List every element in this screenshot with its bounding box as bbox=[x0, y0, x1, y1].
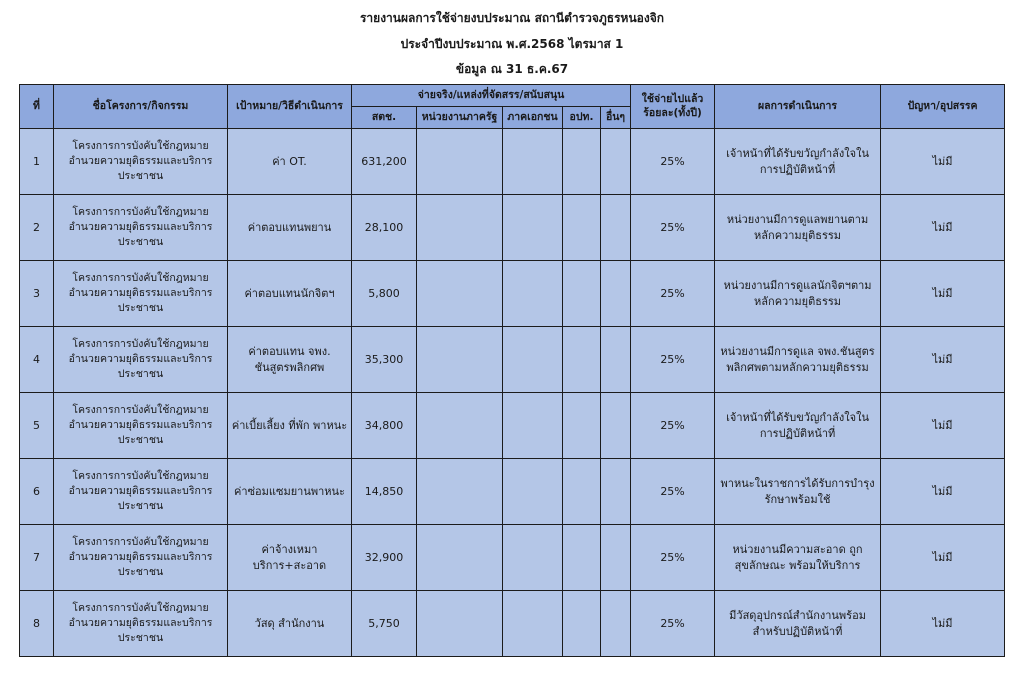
cell-no: 2 bbox=[20, 195, 54, 261]
cell-opt bbox=[563, 261, 601, 327]
cell-project: โครงการการบังคับใช้กฎหมาย อำนวยความยุติธรรมและบริการประชาชน bbox=[54, 129, 228, 195]
cell-result: หน่วยงานมีการดูแลนักจิตฯตามหลักความยุติธรรม bbox=[715, 261, 881, 327]
cell-other bbox=[601, 261, 631, 327]
cell-other bbox=[601, 459, 631, 525]
cell-private bbox=[503, 591, 563, 657]
header-private: ภาคเอกชน bbox=[503, 107, 563, 129]
table-row bbox=[20, 591, 1005, 657]
cell-percent: 25% bbox=[631, 459, 715, 525]
cell-project: โครงการการบังคับใช้กฎหมาย อำนวยความยุติธรรมและบริการประชาชน bbox=[54, 591, 228, 657]
header-target: เป้าหมาย/วิธีดำเนินการ bbox=[228, 85, 352, 129]
report-subtitle-fiscal-year: ประจำปีงบประมาณ พ.ศ.2568 ไตรมาส 1 bbox=[400, 37, 624, 51]
table-row bbox=[20, 525, 1005, 591]
cell-target: ค่าตอบแทน จพง. ชันสูตรพลิกศพ bbox=[228, 327, 352, 393]
cell-percent: 25% bbox=[631, 591, 715, 657]
cell-opt bbox=[563, 129, 601, 195]
cell-project: โครงการการบังคับใช้กฎหมาย อำนวยความยุติธรรมและบริการประชาชน bbox=[54, 459, 228, 525]
table-row bbox=[20, 195, 1005, 261]
table-row bbox=[20, 393, 1005, 459]
cell-stch: 5,800 bbox=[352, 261, 417, 327]
cell-problem: ไม่มี bbox=[881, 261, 1005, 327]
cell-target: ค่าตอบแทนนักจิตฯ bbox=[228, 261, 352, 327]
header-problem: ปัญหา/อุปสรรค bbox=[881, 85, 1005, 129]
cell-other bbox=[601, 525, 631, 591]
cell-project: โครงการการบังคับใช้กฎหมาย อำนวยความยุติธรรมและบริการประชาชน bbox=[54, 393, 228, 459]
header-project: ชื่อโครงการ/กิจกรรม bbox=[54, 85, 228, 129]
cell-other bbox=[601, 393, 631, 459]
cell-no: 1 bbox=[20, 129, 54, 195]
report-data-date: ข้อมูล ณ 31 ธ.ค.67 bbox=[455, 62, 569, 76]
cell-target: ค่าจ้างเหมา บริการ+สะอาด bbox=[228, 525, 352, 591]
cell-stch: 631,200 bbox=[352, 129, 417, 195]
cell-project: โครงการการบังคับใช้กฎหมาย อำนวยความยุติธรรมและบริการประชาชน bbox=[54, 195, 228, 261]
header-funding-group: จ่ายจริง/แหล่งที่จัดสรร/สนับสนุน bbox=[352, 85, 631, 107]
cell-private bbox=[503, 393, 563, 459]
cell-project: โครงการการบังคับใช้กฎหมาย อำนวยความยุติธรรมและบริการประชาชน bbox=[54, 525, 228, 591]
cell-no: 6 bbox=[20, 459, 54, 525]
table-row bbox=[20, 459, 1005, 525]
cell-opt bbox=[563, 327, 601, 393]
cell-agency bbox=[417, 261, 503, 327]
table-row bbox=[20, 327, 1005, 393]
cell-agency bbox=[417, 195, 503, 261]
cell-stch: 32,900 bbox=[352, 525, 417, 591]
cell-problem: ไม่มี bbox=[881, 591, 1005, 657]
cell-opt bbox=[563, 459, 601, 525]
cell-problem: ไม่มี bbox=[881, 393, 1005, 459]
cell-no: 3 bbox=[20, 261, 54, 327]
cell-result: มีวัสดุอุปกรณ์สำนักงานพร้อมสำหรับปฏิบัติหน้าที่ bbox=[715, 591, 881, 657]
cell-private bbox=[503, 327, 563, 393]
cell-private bbox=[503, 459, 563, 525]
header-spent-percent bbox=[631, 85, 715, 129]
cell-opt bbox=[563, 393, 601, 459]
header-opt: อปท. bbox=[563, 107, 601, 129]
cell-other bbox=[601, 129, 631, 195]
cell-other bbox=[601, 591, 631, 657]
cell-percent: 25% bbox=[631, 393, 715, 459]
cell-no: 5 bbox=[20, 393, 54, 459]
cell-problem: ไม่มี bbox=[881, 525, 1005, 591]
header-spent-line2: ร้อยละ(ทั้งปี) bbox=[643, 106, 702, 119]
cell-project: โครงการการบังคับใช้กฎหมาย อำนวยความยุติธรรมและบริการประชาชน bbox=[54, 327, 228, 393]
cell-private bbox=[503, 129, 563, 195]
cell-agency bbox=[417, 459, 503, 525]
cell-stch: 28,100 bbox=[352, 195, 417, 261]
cell-target: วัสดุ สำนักงาน bbox=[228, 591, 352, 657]
budget-report-table bbox=[19, 84, 1005, 657]
cell-no: 4 bbox=[20, 327, 54, 393]
cell-target: ค่าตอบแทนพยาน bbox=[228, 195, 352, 261]
header-spent-line1: ใช้จ่ายไปแล้ว bbox=[641, 93, 704, 106]
cell-other bbox=[601, 327, 631, 393]
cell-opt bbox=[563, 591, 601, 657]
cell-result: หน่วยงานมีการดูแล จพง.ชันสูตรพลิกศพตามหลักความยุติธรรม bbox=[715, 327, 881, 393]
cell-project: โครงการการบังคับใช้กฎหมาย อำนวยความยุติธรรมและบริการประชาชน bbox=[54, 261, 228, 327]
cell-stch: 35,300 bbox=[352, 327, 417, 393]
cell-private bbox=[503, 195, 563, 261]
table-row bbox=[20, 129, 1005, 195]
cell-other bbox=[601, 195, 631, 261]
cell-problem: ไม่มี bbox=[881, 327, 1005, 393]
cell-opt bbox=[563, 195, 601, 261]
cell-result: พาหนะในราชการได้รับการบำรุงรักษาพร้อมใช้ bbox=[715, 459, 881, 525]
cell-private bbox=[503, 525, 563, 591]
cell-agency bbox=[417, 525, 503, 591]
cell-opt bbox=[563, 525, 601, 591]
cell-problem: ไม่มี bbox=[881, 195, 1005, 261]
cell-target: ค่าซ่อมแซมยานพาหนะ bbox=[228, 459, 352, 525]
table-row bbox=[20, 261, 1005, 327]
cell-stch: 34,800 bbox=[352, 393, 417, 459]
header-no: ที่ bbox=[20, 85, 54, 129]
cell-result: หน่วยงานมีความสะอาด ถูกสุขลักษณะ พร้อมให้บริการ bbox=[715, 525, 881, 591]
cell-stch: 14,850 bbox=[352, 459, 417, 525]
cell-result: เจ้าหน้าที่ได้รับขวัญกำลังใจในการปฏิบัติหน้าที่ bbox=[715, 129, 881, 195]
report-title: รายงานผลการใช้จ่ายงบประมาณ สถานีตำรวจภูธรหนองจิก bbox=[359, 11, 665, 25]
cell-percent: 25% bbox=[631, 327, 715, 393]
cell-target: ค่าเบี้ยเลี้ยง ที่พัก พาหนะ bbox=[228, 393, 352, 459]
cell-no: 7 bbox=[20, 525, 54, 591]
cell-problem: ไม่มี bbox=[881, 129, 1005, 195]
cell-no: 8 bbox=[20, 591, 54, 657]
header-stch: สตช. bbox=[352, 107, 417, 129]
cell-percent: 25% bbox=[631, 525, 715, 591]
cell-agency bbox=[417, 327, 503, 393]
cell-agency bbox=[417, 591, 503, 657]
cell-agency bbox=[417, 393, 503, 459]
cell-percent: 25% bbox=[631, 195, 715, 261]
header-other: อื่นๆ bbox=[601, 107, 631, 129]
cell-private bbox=[503, 261, 563, 327]
cell-stch: 5,750 bbox=[352, 591, 417, 657]
cell-result: หน่วยงานมีการดูแลพยานตามหลักความยุติธรรม bbox=[715, 195, 881, 261]
header-agency: หน่วยงานภาครัฐ bbox=[417, 107, 503, 129]
cell-agency bbox=[417, 129, 503, 195]
cell-result: เจ้าหน้าที่ได้รับขวัญกำลังใจในการปฏิบัติหน้าที่ bbox=[715, 393, 881, 459]
cell-percent: 25% bbox=[631, 129, 715, 195]
header-result: ผลการดำเนินการ bbox=[715, 85, 881, 129]
cell-target: ค่า OT. bbox=[228, 129, 352, 195]
cell-percent: 25% bbox=[631, 261, 715, 327]
cell-problem: ไม่มี bbox=[881, 459, 1005, 525]
